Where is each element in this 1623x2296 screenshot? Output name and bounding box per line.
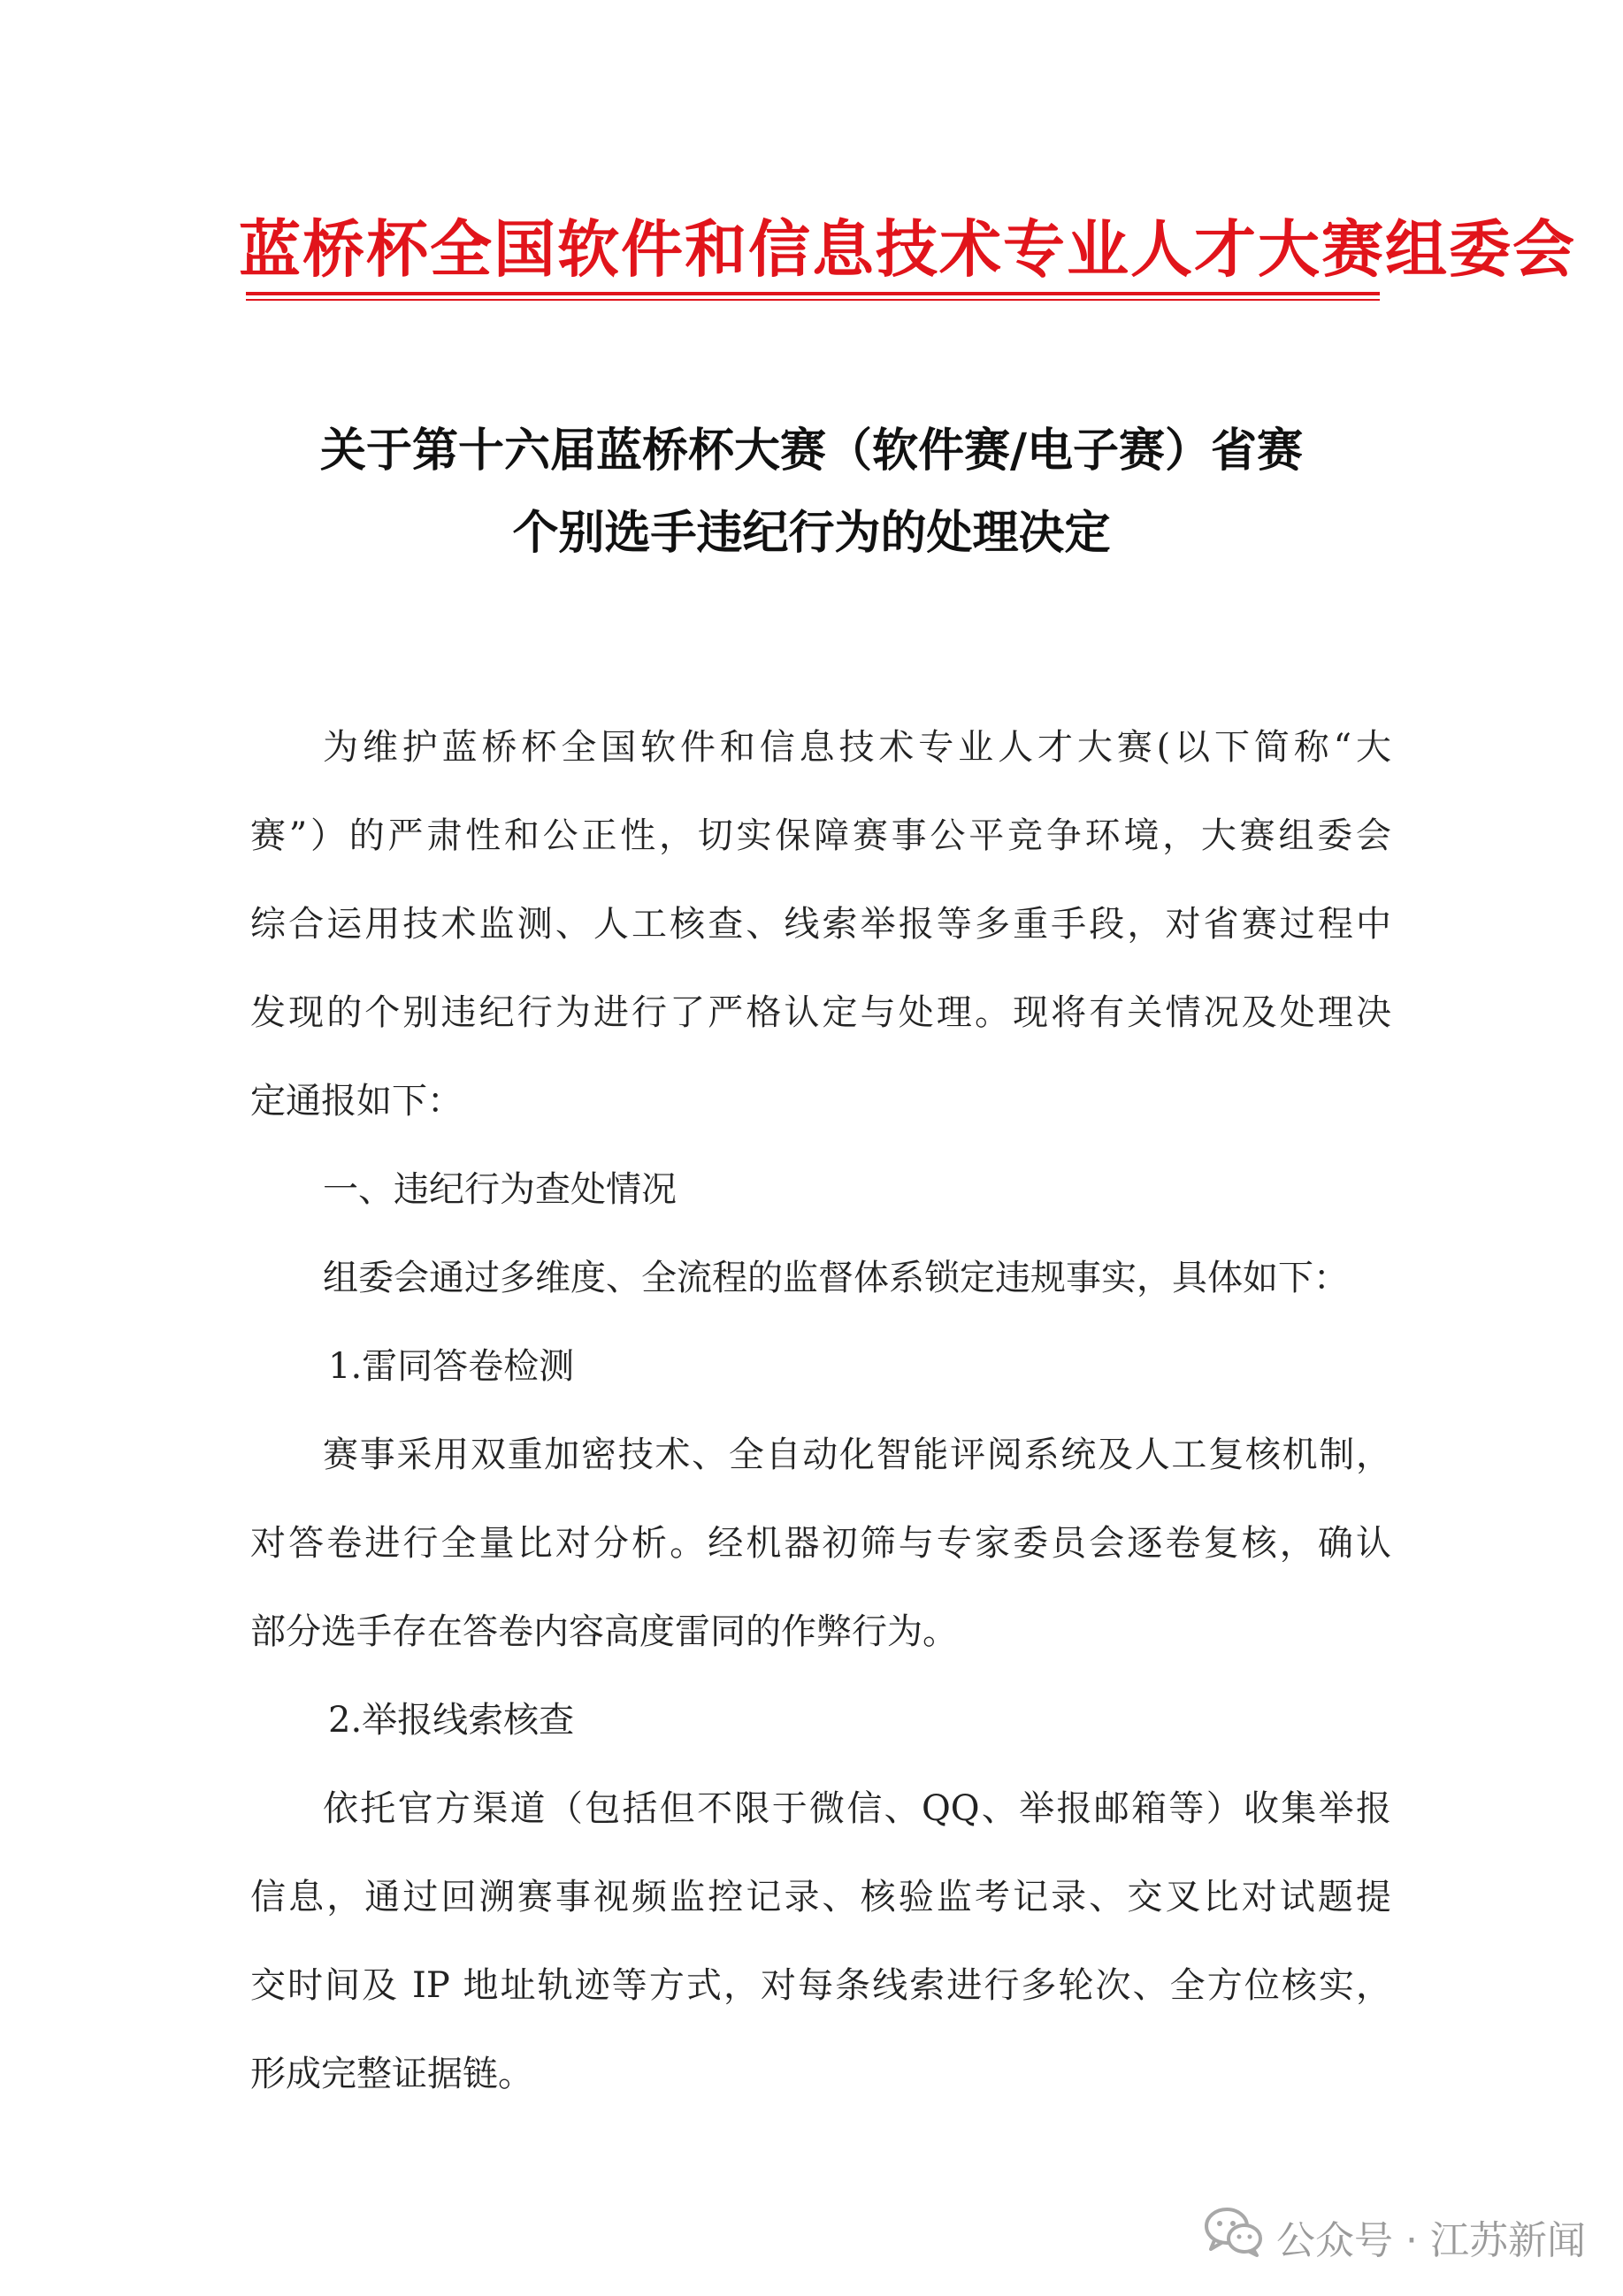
body-line: 交时间及 IP 地址轨迹等方式，对每条线索进行多轮次、全方位核实，: [250, 1965, 1391, 2006]
body-line: 为维护蓝桥杯全国软件和信息技术专业人才大赛(以下简称“大: [323, 727, 1391, 768]
body-line: 部分选手存在答卷内容高度雷同的作弊行为。: [250, 1611, 958, 1652]
header-rule: [246, 292, 1380, 295]
body-line: 依托官方渠道（包括但不限于微信、QQ、举报邮箱等）收集举报: [323, 1788, 1391, 1829]
body-line: 组委会通过多维度、全流程的监督体系锁定违规事实，具体如下：: [323, 1258, 1349, 1298]
header-rule-thin: [246, 299, 1380, 301]
body-line: 发现的个别违纪行为进行了严格认定与处理。现将有关情况及处理决: [250, 992, 1391, 1033]
body-line: 赛事采用双重加密技术、全自动化智能评阅系统及人工复核机制，: [323, 1435, 1391, 1475]
wechat-icon: [1204, 2205, 1264, 2268]
body-line: 赛”）的严肃性和公正性，切实保障赛事公平竞争环境，大赛组委会: [250, 815, 1391, 856]
body-line: 综合运用技术监测、人工核查、线索举报等多重手段，对省赛过程中: [250, 904, 1391, 945]
body-line: 对答卷进行全量比对分析。经机器初筛与专家委员会逐卷复核，确认: [250, 1523, 1391, 1564]
document-body: [250, 703, 1391, 2118]
body-line: 信息，通过回溯赛事视频监控记录、核验监考记录、交叉比对试题提: [250, 1877, 1391, 1917]
subsection-heading: 2.举报线索核查: [328, 1700, 575, 1741]
subsection-heading: 1.雷同答卷检测: [328, 1346, 575, 1387]
section-heading: 一、违纪行为查处情况: [323, 1169, 677, 1210]
body-line: 形成完整证据链。: [250, 2054, 533, 2094]
document-title-line-1: 关于第十六届蓝桥杯大赛（软件赛/电子赛）省赛: [320, 424, 1303, 478]
watermark-text: 公众号 · 江苏新闻: [1276, 2217, 1586, 2263]
watermark: [1204, 2205, 1586, 2268]
body-line: 定通报如下：: [250, 1081, 463, 1121]
document-title-line-2: 个别选手违纪行为的处理决定: [512, 506, 1111, 560]
organization-header: 蓝桥杯全国软件和信息技术专业人才大赛组委会: [239, 212, 1576, 286]
